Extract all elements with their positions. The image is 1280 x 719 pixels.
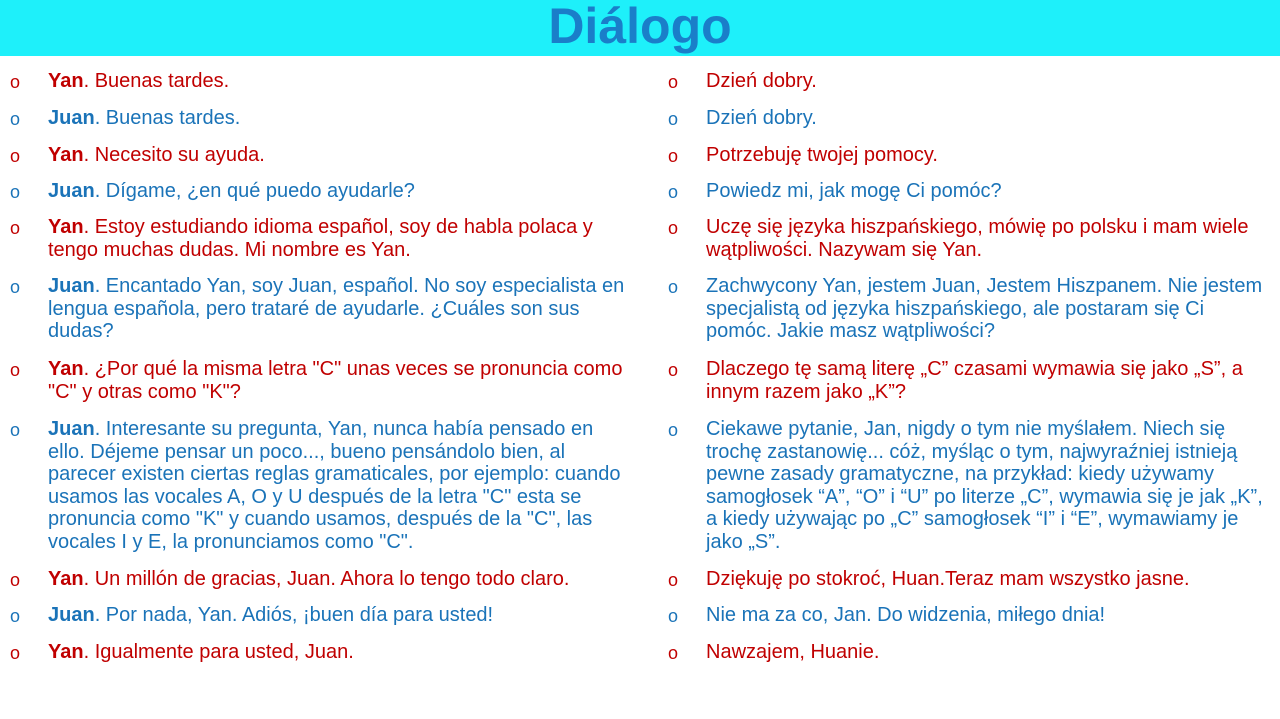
spanish-line-text — [48, 641, 630, 665]
spanish-line — [10, 568, 630, 592]
bullet-icon: o — [10, 109, 21, 129]
spanish-line — [10, 641, 630, 665]
spoken-text: . Buenas tardes. — [83, 70, 230, 92]
bullet-icon: o — [668, 277, 679, 297]
polish-line-text: Potrzebuję twojej pomocy. — [706, 144, 938, 166]
spoken-text: . Interesante su pregunta, Yan, nunca había pensado en ello. Déjeme pensar un poco..., bueno pensándolo bien, al parecer existen ciertas reglas gramaticales, por ejemplo: cuando usamos las vocales A, O y U después de la letra "C" esta se pronuncia como "K" y cuando usamos, después de la "C", las vocales I y E, la pronunciamos como "C". — [48, 418, 621, 553]
polish-line-text: Dzień dobry. — [706, 107, 817, 129]
polish-line — [668, 275, 1268, 343]
speaker-name: Juan — [48, 275, 95, 297]
spanish-line-text — [48, 180, 630, 204]
spanish-line — [10, 180, 630, 204]
polish-line-text: Nie ma za co, Jan. Do widzenia, miłego dnia! — [706, 604, 1106, 626]
polish-line-text: Nawzajem, Huanie. — [706, 641, 880, 663]
speaker-name: Yan — [48, 358, 84, 380]
bullet-icon: o — [668, 420, 679, 440]
speaker-name: Juan — [48, 180, 95, 202]
bullet-icon: o — [10, 643, 21, 663]
spoken-text: . ¿Por qué la misma letra "C" unas veces se pronuncia como "C" y otras como "K"? — [48, 358, 623, 403]
speaker-name: Yan — [48, 216, 84, 238]
spanish-line-text — [48, 275, 630, 343]
spoken-text: . Estoy estudiando idioma español, soy de habla polaca y tengo muchas dudas. Mi nombre es Yan. — [48, 216, 593, 261]
polish-line-text: Dzień dobry. — [706, 70, 817, 92]
speaker-name: Yan — [48, 641, 84, 663]
polish-line-text: Uczę się języka hiszpańskiego, mówię po polsku i mam wiele wątpliwości. Nazywam się Yan. — [706, 216, 1249, 261]
spanish-line — [10, 604, 630, 628]
bullet-icon: o — [668, 146, 679, 166]
spanish-line — [10, 418, 630, 553]
spanish-line-text — [48, 358, 630, 403]
polish-line — [668, 180, 1268, 204]
title-banner — [0, 0, 1280, 56]
bullet-icon: o — [668, 182, 679, 202]
spanish-line-text — [48, 107, 630, 131]
spanish-line-text — [48, 568, 630, 592]
spanish-line-text — [48, 144, 630, 168]
polish-line — [668, 107, 1268, 131]
bullet-icon: o — [10, 146, 21, 166]
bullet-icon: o — [668, 643, 679, 663]
polish-line-text: Ciekawe pytanie, Jan, nigdy o tym nie myślałem. Niech się trochę zastanowię... cóż, myśląc o tym, najwyraźniej istnieją pewne zasady gramatyczne, na przykład: kiedy używamy samogłosek “A”, “O” i “U” po literze „C”, wymawia się je jak „K”, a kiedy używając po „C” samogłosek “I” i “E”, wymawiamy je jako „S”. — [706, 418, 1263, 553]
spoken-text: . Por nada, Yan. Adiós, ¡buen día para usted! — [94, 604, 494, 626]
spanish-line-text — [48, 216, 630, 261]
bullet-icon: o — [668, 570, 679, 590]
polish-line — [668, 604, 1268, 628]
spoken-text: . Dígame, ¿en qué puedo ayudarle? — [94, 180, 415, 202]
spoken-text: . Un millón de gracias, Juan. Ahora lo tengo todo claro. — [83, 568, 570, 590]
polish-line — [668, 418, 1268, 553]
polish-line — [668, 568, 1268, 592]
polish-line — [668, 144, 1268, 168]
spanish-line-text — [48, 70, 630, 94]
spanish-line-text — [48, 418, 630, 553]
spanish-line — [10, 275, 630, 343]
spoken-text: . Buenas tardes. — [94, 107, 241, 129]
bullet-icon: o — [668, 218, 679, 238]
bullet-icon: o — [10, 606, 21, 626]
polish-line-text: Zachwycony Yan, jestem Juan, Jestem Hiszpanem. Nie jestem specjalistą od języka hiszpańskiego, ale postaram się Ci pomóc. Jakie masz wątpliwości? — [706, 275, 1263, 342]
spanish-line — [10, 70, 630, 94]
spanish-line — [10, 358, 630, 403]
speaker-name: Yan — [48, 70, 84, 92]
polish-line-text: Powiedz mi, jak mogę Ci pomóc? — [706, 180, 1002, 202]
bullet-icon: o — [668, 606, 679, 626]
page-title: Diálogo — [548, 0, 732, 54]
bullet-icon: o — [10, 218, 21, 238]
speaker-name: Yan — [48, 568, 84, 590]
spanish-line — [10, 107, 630, 131]
polish-line — [668, 70, 1268, 94]
bullet-icon: o — [10, 182, 21, 202]
bullet-icon: o — [668, 72, 679, 92]
spoken-text: . Igualmente para usted, Juan. — [83, 641, 354, 663]
spanish-line-text — [48, 604, 630, 628]
speaker-name: Juan — [48, 604, 95, 626]
bullet-icon: o — [10, 570, 21, 590]
bullet-icon: o — [668, 360, 679, 380]
spoken-text: . Encantado Yan, soy Juan, español. No soy especialista en lengua española, pero trataré de ayudarle. ¿Cuáles son sus dudas? — [48, 275, 625, 342]
bullet-icon: o — [668, 109, 679, 129]
bullet-icon: o — [10, 277, 21, 297]
spanish-line — [10, 216, 630, 261]
speaker-name: Yan — [48, 144, 84, 166]
polish-line — [668, 641, 1268, 665]
speaker-name: Juan — [48, 418, 95, 440]
bullet-icon: o — [10, 420, 21, 440]
spanish-line — [10, 144, 630, 168]
polish-line — [668, 358, 1268, 403]
bullet-icon: o — [10, 360, 21, 380]
polish-line-text: Dziękuję po stokroć, Huan.Teraz mam wszystko jasne. — [706, 568, 1190, 590]
speaker-name: Juan — [48, 107, 95, 129]
polish-line-text: Dlaczego tę samą literę „C” czasami wymawia się jako „S”, a innym razem jako „K”? — [706, 358, 1243, 403]
bullet-icon: o — [10, 72, 21, 92]
spoken-text: . Necesito su ayuda. — [83, 144, 265, 166]
polish-line — [668, 216, 1268, 261]
